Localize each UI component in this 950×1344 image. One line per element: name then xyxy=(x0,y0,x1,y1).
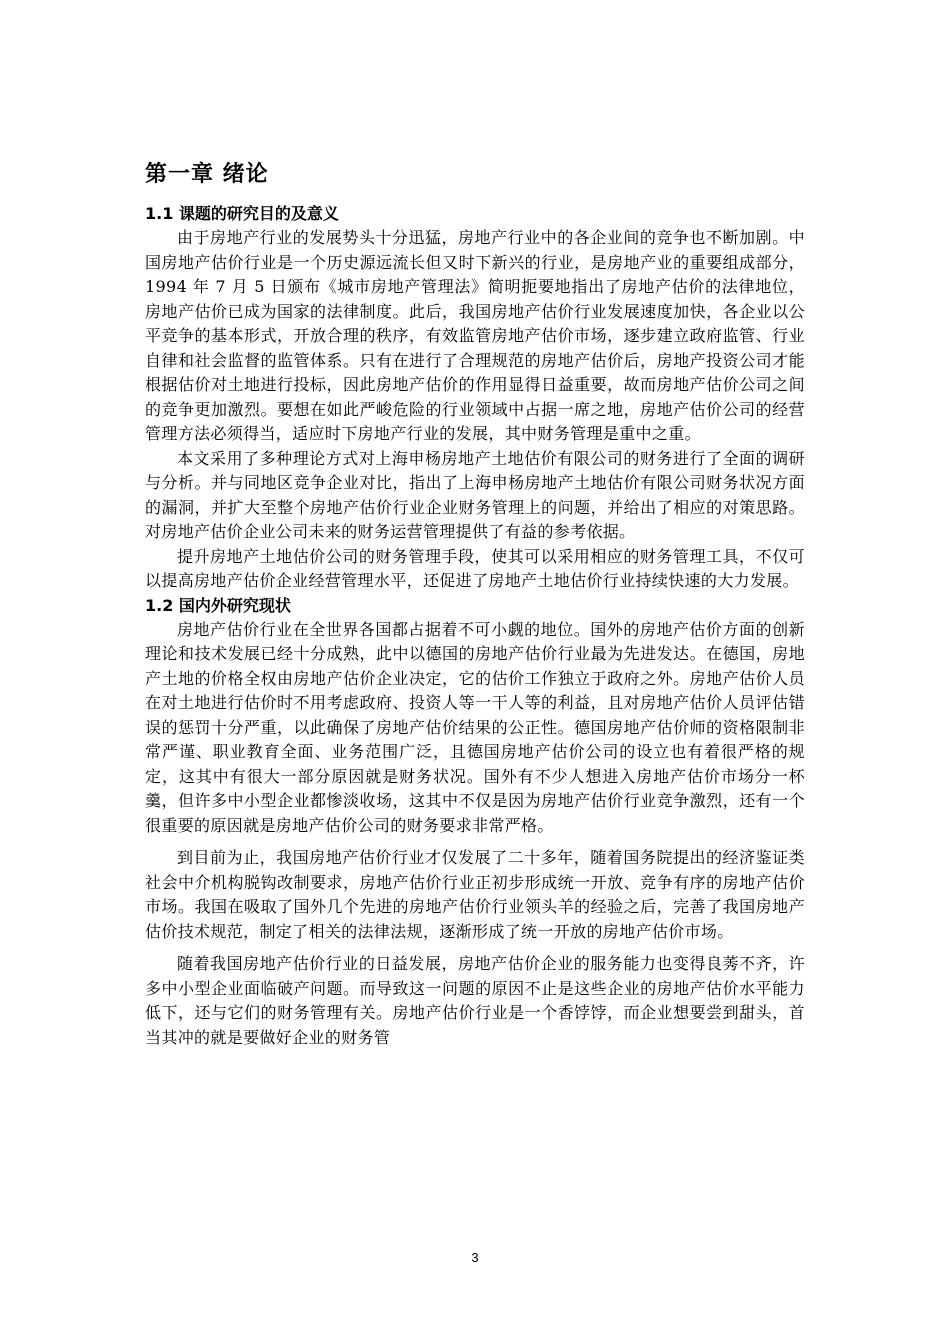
paragraph: 随着我国房地产估价行业的日益发展，房地产估价企业的服务能力也变得良莠不齐，许多中小型企业面临破产问题。而导致这一问题的原因不止是这些企业的房地产估价水平能力低下，还与它们的财务管理有关。房地产估价行业是一个香饽饽，而企业想要尝到甜头，首当其冲的就是要做好企业的财务管 xyxy=(145,954,805,1047)
paragraph: 由于房地产行业的发展势头十分迅猛，房地产行业中的各企业间的竞争也不断加剧。中国房地产估价行业是一个历史源远流长但又时下新兴的行业，是房地产业的重要组成部分，1994 年 7 月 5 日颁布《城市房地产管理法》简明扼要地指出了房地产估价的法律地位，房地产估价已成为国家的法律制度。此后，我国房地产估价行业发展速度加快，各企业以公平竞争的基本形式，开放合理的秩序，有效监管房地产估价市场，逐步建立政府监管、行业自律和社会监督的监管体系。只有在进行了合理规范的房地产估价后，房地产投资公司才能根据估价对土地进行投标，因此房地产估价的作用显得日益重要，故而房地产估价公司之间的竞争更加激烈。要想在如此严峻危险的行业领域中占据一席之地，房地产估价公司的经营管理方法必须得当，适应时下房地产行业的发展，其中财务管理是重中之重。 xyxy=(145,228,805,443)
paragraph: 提升房地产土地估价公司的财务管理手段，使其可以采用相应的财务管理工具，不仅可以提高房地产估价企业经营管理水平，还促进了房地产土地估价行业持续快速的大力发展。 xyxy=(145,546,805,590)
chapter-title: 第一章 绪论 xyxy=(145,162,269,187)
page-number: 3 xyxy=(471,1250,479,1265)
paragraph: 房地产估价行业在全世界各国都占据着不可小觑的地位。国外的房地产估价方面的创新理论和技术发展已经十分成熟，此中以德国的房地产估价行业最为先进发达。在德国，房地产土地的价格全权由房地产估价企业决定，它的估价工作独立于政府之外。房地产估价人员在对土地进行估价时不用考虑政府、投资人等一干人等的利益，且对房地产估价人员评估错误的惩罚十分严重，以此确保了房地产估价结果的公正性。德国房地产估价师的资格限制非常严谨、职业教育全面、业务范围广泛，且德国房地产估价公司的设立也有着很严格的规定，这其中有很大一部分原因就是财务状况。国外有不少人想进入房地产估价市场分一杯羹，但许多中小型企业都惨淡收场，这其中不仅是因为房地产估价行业竞争激烈，还有一个很重要的原因就是房地产估价公司的财务要求非常严格。 xyxy=(145,619,805,835)
section-heading-1-2: 1.2 国内外研究现状 xyxy=(145,595,291,615)
paragraph: 本文采用了多种理论方式对上海申杨房地产土地估价有限公司的财务进行了全面的调研与分析。并与同地区竞争企业对比，指出了上海申杨房地产土地估价有限公司财务状况方面的漏洞，并扩大至整个房地产估价行业企业财务管理上的问题，并给出了相应的对策思路。对房地产估价企业公司未来的财务运营管理提供了有益的参考依据。 xyxy=(145,448,805,541)
paragraph: 到目前为止，我国房地产估价行业才仅发展了二十多年，随着国务院提出的经济鉴证类社会中介机构脱钩改制要求，房地产估价行业正初步形成统一开放、竞争有序的房地产估价市场。我国在吸取了国外几个先进的房地产估价行业领头羊的经验之后，完善了我国房地产估价技术规范，制定了相关的法律法规，逐渐形成了统一开放的房地产估价市场。 xyxy=(145,848,805,941)
document-page xyxy=(145,160,805,1050)
section-heading-1-1: 1.1 课题的研究目的及意义 xyxy=(145,204,339,223)
